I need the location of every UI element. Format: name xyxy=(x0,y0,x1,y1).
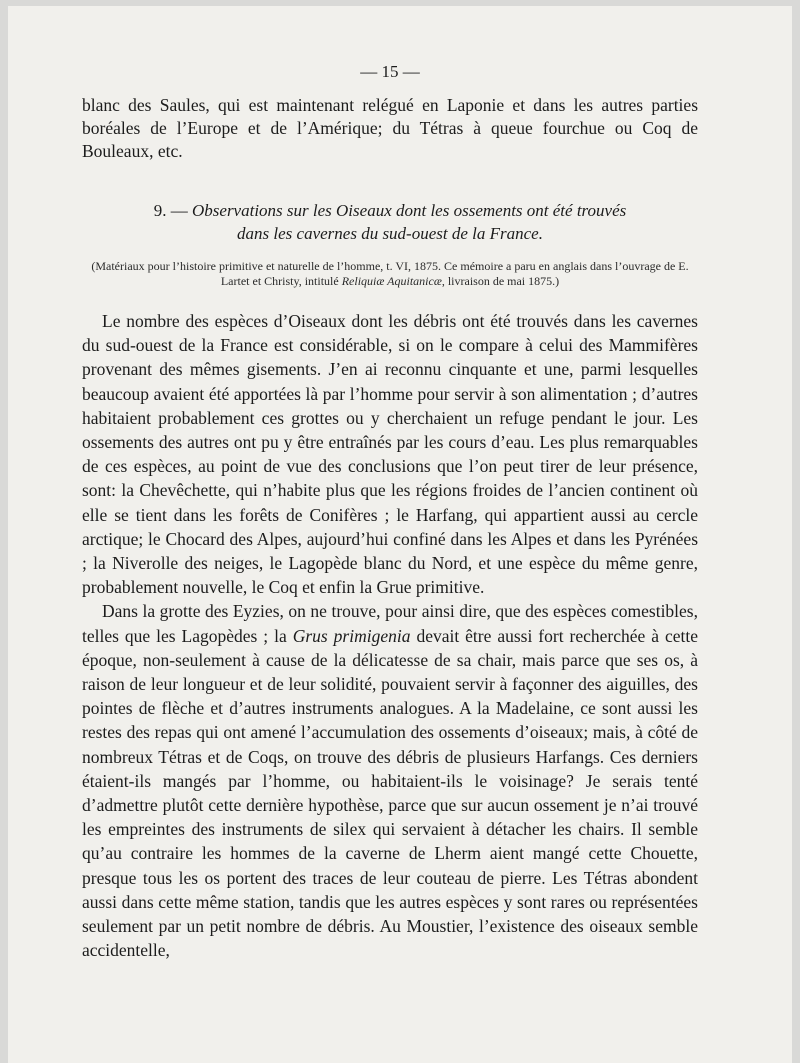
source-note-title: Reliquiæ Aquitanicæ xyxy=(341,274,442,288)
section-number: 9. — xyxy=(153,201,192,220)
paragraph-eyzies xyxy=(82,599,698,962)
source-note-text: (Matériaux pour l’histoire primitive et naturelle de l’homme, t. VI, 1875. Ce mémoire a paru en anglais dans l’ouvrage de E. Lartet et Christy, intitulé xyxy=(91,259,689,288)
page-number: — 15 — xyxy=(360,62,420,81)
source-note-end: , livraison de mai 1875.) xyxy=(441,274,560,288)
section-heading xyxy=(82,199,698,245)
section-title-line2: dans les cavernes du sud-ouest de la France. xyxy=(237,224,543,243)
paragraph-eyzies-rest: devait être aussi fort recherchée à cette époque, non-seulement à cause de la délicatesse de sa chair, mais parce que ses os, à raison de leur longueur et de leur solidité, pouvaient servir à façonner des aiguilles, des pointes de flèche et d’autres instruments analogues. A la Madelaine, ce sont aussi les restes des repas qui ont amené l’accumulation des ossements d’oiseaux; mais, à côté de nombreux Tétras et de Coqs, on trouve des débris de plusieurs Harfangs. Ces derniers étaient-ils mangés par l’homme, ou habitaient-ils le voisinage? Je serais tenté d’admettre plutôt cette dernière hypothèse, parce que sur aucun ossement je n’ai trouvé les empreintes des instruments de silex qui servaient à détacher les chairs. Il semble qu’au contraire les hommes de la caverne de Lherm aient mangé cette Chouette, presque tous les os portent des traces de leur couteau de pierre. Les Tétras abondent aussi dans cette même station, tandis que les autres espèces y sont rares ou représentées seulement par un petit nombre de débris. Au Moustier, l’existence des oiseaux semble accidentelle, xyxy=(82,625,699,961)
section-title-line1: Observations sur les Oiseaux dont les ossements ont été trouvés xyxy=(192,201,627,220)
document-page xyxy=(8,6,792,1063)
intro-paragraph: blanc des Saules, qui est maintenant relégué en Laponie et dans les autres parties boréales de l’Europe et de l’Amérique; du Tétras à queue fourchue ou Coq de Bouleaux, etc. xyxy=(82,95,698,161)
source-note xyxy=(82,259,698,289)
paragraph-eyzies-start: Dans la grotte des Eyzies, on ne trouve, pour ainsi dire, que des espèces comestibles, telles que les Lagopèdes ; la xyxy=(82,601,698,646)
paragraph-species: Le nombre des espèces d’Oiseaux dont les débris ont été trouvés dans les cavernes du sud-ouest de la France est considérable, si on le compare à celui des Mammifères provenant des mêmes gisements. J’en ai reconnu cinquante et une, parmi lesquelles beaucoup avaient été apportées là par l’homme pour servir à son alimentation ; d’autres habitaient probablement ces grottes ou y cherchaient un refuge pendant le jour. Les ossements des autres ont pu y être entraînés par les cours d’eau. Les plus remarquables de ces espèces, au point de vue des conclusions que l’on peut tirer de leur présence, sont: la Chevêchette, qui n’habite plus que les régions froides de l’ancien continent où elle se tient dans les forêts de Conifères ; le Harfang, qui appartient aussi au cercle arctique; le Chocard des Alpes, aujourd’hui confiné dans les Alpes et dans les Pyrénées ; la Niverolle des neiges, le Lagopède blanc du Nord, et une espèce du même genre, probablement nouvelle, le Coq et enfin la Grue primitive. xyxy=(82,311,698,598)
species-name-grus: Grus primigenia xyxy=(292,625,411,646)
page-content xyxy=(82,62,698,962)
